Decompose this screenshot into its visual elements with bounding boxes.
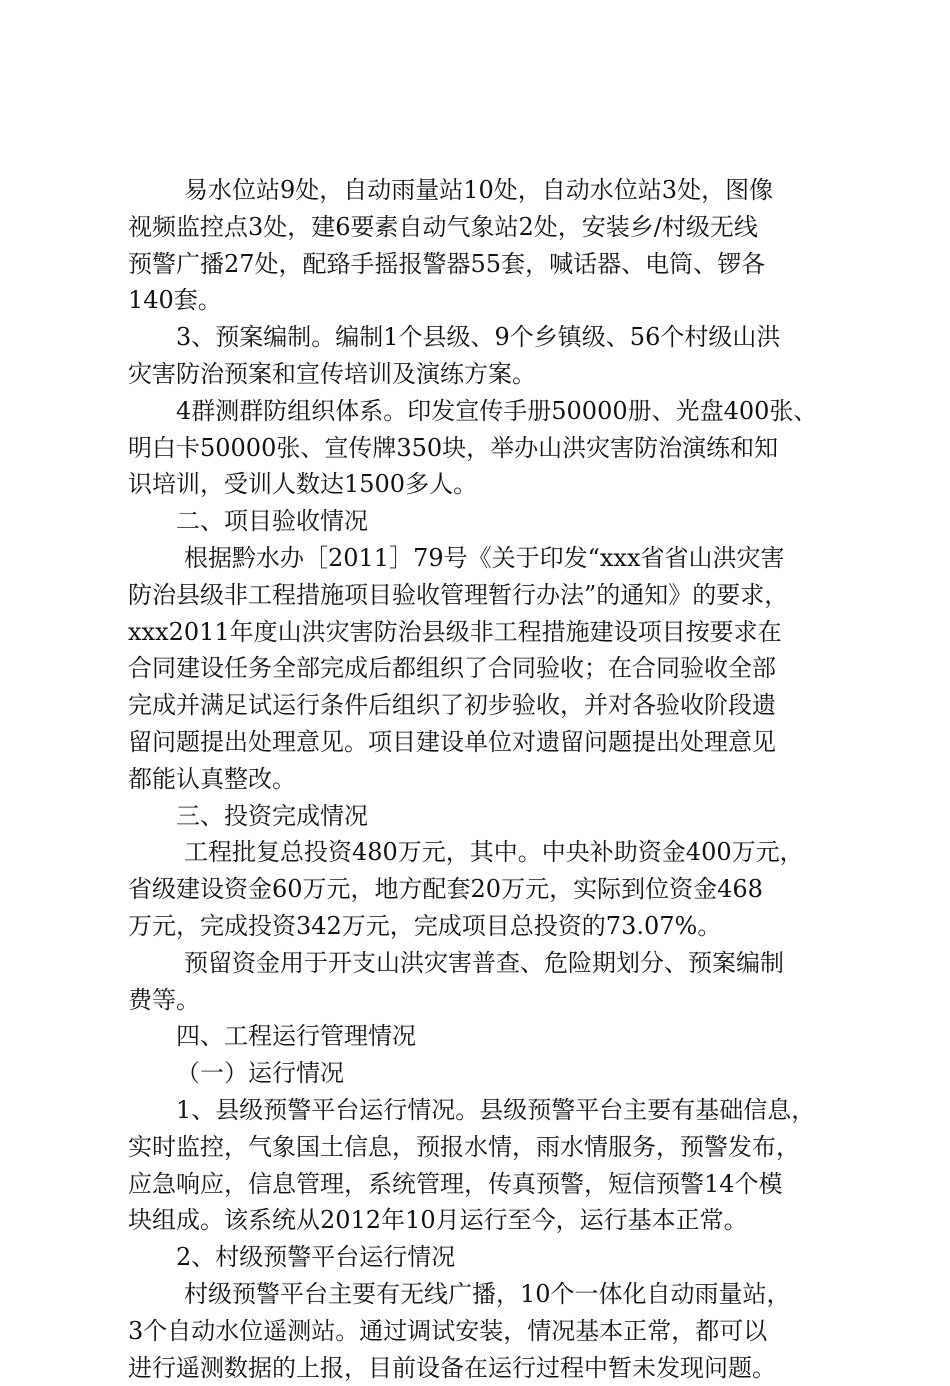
text-line: 视频监控点3处，建6要素自动气象站2处，安装乡/村级无线 [128, 209, 838, 246]
text-line: 工程批复总投资480万元，其中。中央补助资金400万元， [128, 834, 838, 871]
text-line: 应急响应，信息管理，系统管理，传真预警，短信预警14个模 [128, 1166, 838, 1203]
text-line: （一）运行情况 [128, 1055, 838, 1092]
text-line: 进行遥测数据的上报，目前设备在运行过程中暂未发现问题。 [128, 1350, 838, 1386]
text-line: 省级建设资金60万元，地方配套20万元，实际到位资金468 [128, 871, 838, 908]
text-line: 预留资金用于开支山洪灾害普查、危险期划分、预案编制 [128, 945, 838, 982]
text-line: 四、工程运行管理情况 [128, 1018, 838, 1055]
text-line: 1、县级预警平台运行情况。县级预警平台主要有基础信息， [128, 1092, 838, 1129]
text-line: 灾害防治预案和宣传培训及演练方案。 [128, 356, 838, 393]
text-line: 二、项目验收情况 [128, 503, 838, 540]
text-line: 识培训，受训人数达1500多人。 [128, 466, 838, 503]
text-line: 明白卡50000张、宣传牌350块，举办山洪灾害防治演练和知 [128, 430, 838, 467]
text-line: 费等。 [128, 982, 838, 1019]
text-line: 预警广播27处，配臵手摇报警器55套，喊话器、电筒、锣各 [128, 246, 838, 283]
text-line: 防治县级非工程措施项目验收管理暂行办法”的通知》的要求， [128, 577, 838, 614]
text-line: xxx2011年度山洪灾害防治县级非工程措施建设项目按要求在 [128, 614, 838, 651]
text-line: 完成并满足试运行条件后组织了初步验收，并对各验收阶段遗 [128, 687, 838, 724]
text-line: 易水位站9处，自动雨量站10处，自动水位站3处，图像 [128, 172, 838, 209]
text-line: 3、预案编制。编制1个县级、9个乡镇级、56个村级山洪 [128, 319, 838, 356]
text-line: 3个自动水位遥测站。通过调试安装，情况基本正常，都可以 [128, 1313, 838, 1350]
text-line: 留问题提出处理意见。项目建设单位对遗留问题提出处理意见 [128, 724, 838, 761]
text-line: 140套。 [128, 282, 838, 319]
text-line: 根据黔水办［2011］79号《关于印发“xxx省省山洪灾害 [128, 540, 838, 577]
text-line: 三、投资完成情况 [128, 798, 838, 835]
text-line: 村级预警平台主要有无线广播，10个一体化自动雨量站， [128, 1276, 838, 1313]
text-line: 合同建设任务全部完成后都组织了合同验收；在合同验收全部 [128, 650, 838, 687]
text-line: 万元，完成投资342万元，完成项目总投资的73.07%。 [128, 908, 838, 945]
text-line: 都能认真整改。 [128, 761, 838, 798]
text-line: 块组成。该系统从2012年10月运行至今，运行基本正常。 [128, 1202, 838, 1239]
text-line: 实时监控，气象国土信息，预报水情，雨水情服务，预警发布， [128, 1129, 838, 1166]
document-body [128, 172, 838, 1386]
text-line: 2、村级预警平台运行情况 [128, 1239, 838, 1276]
text-line: 4群测群防组织体系。印发宣传手册50000册、光盘400张、 [128, 393, 838, 430]
